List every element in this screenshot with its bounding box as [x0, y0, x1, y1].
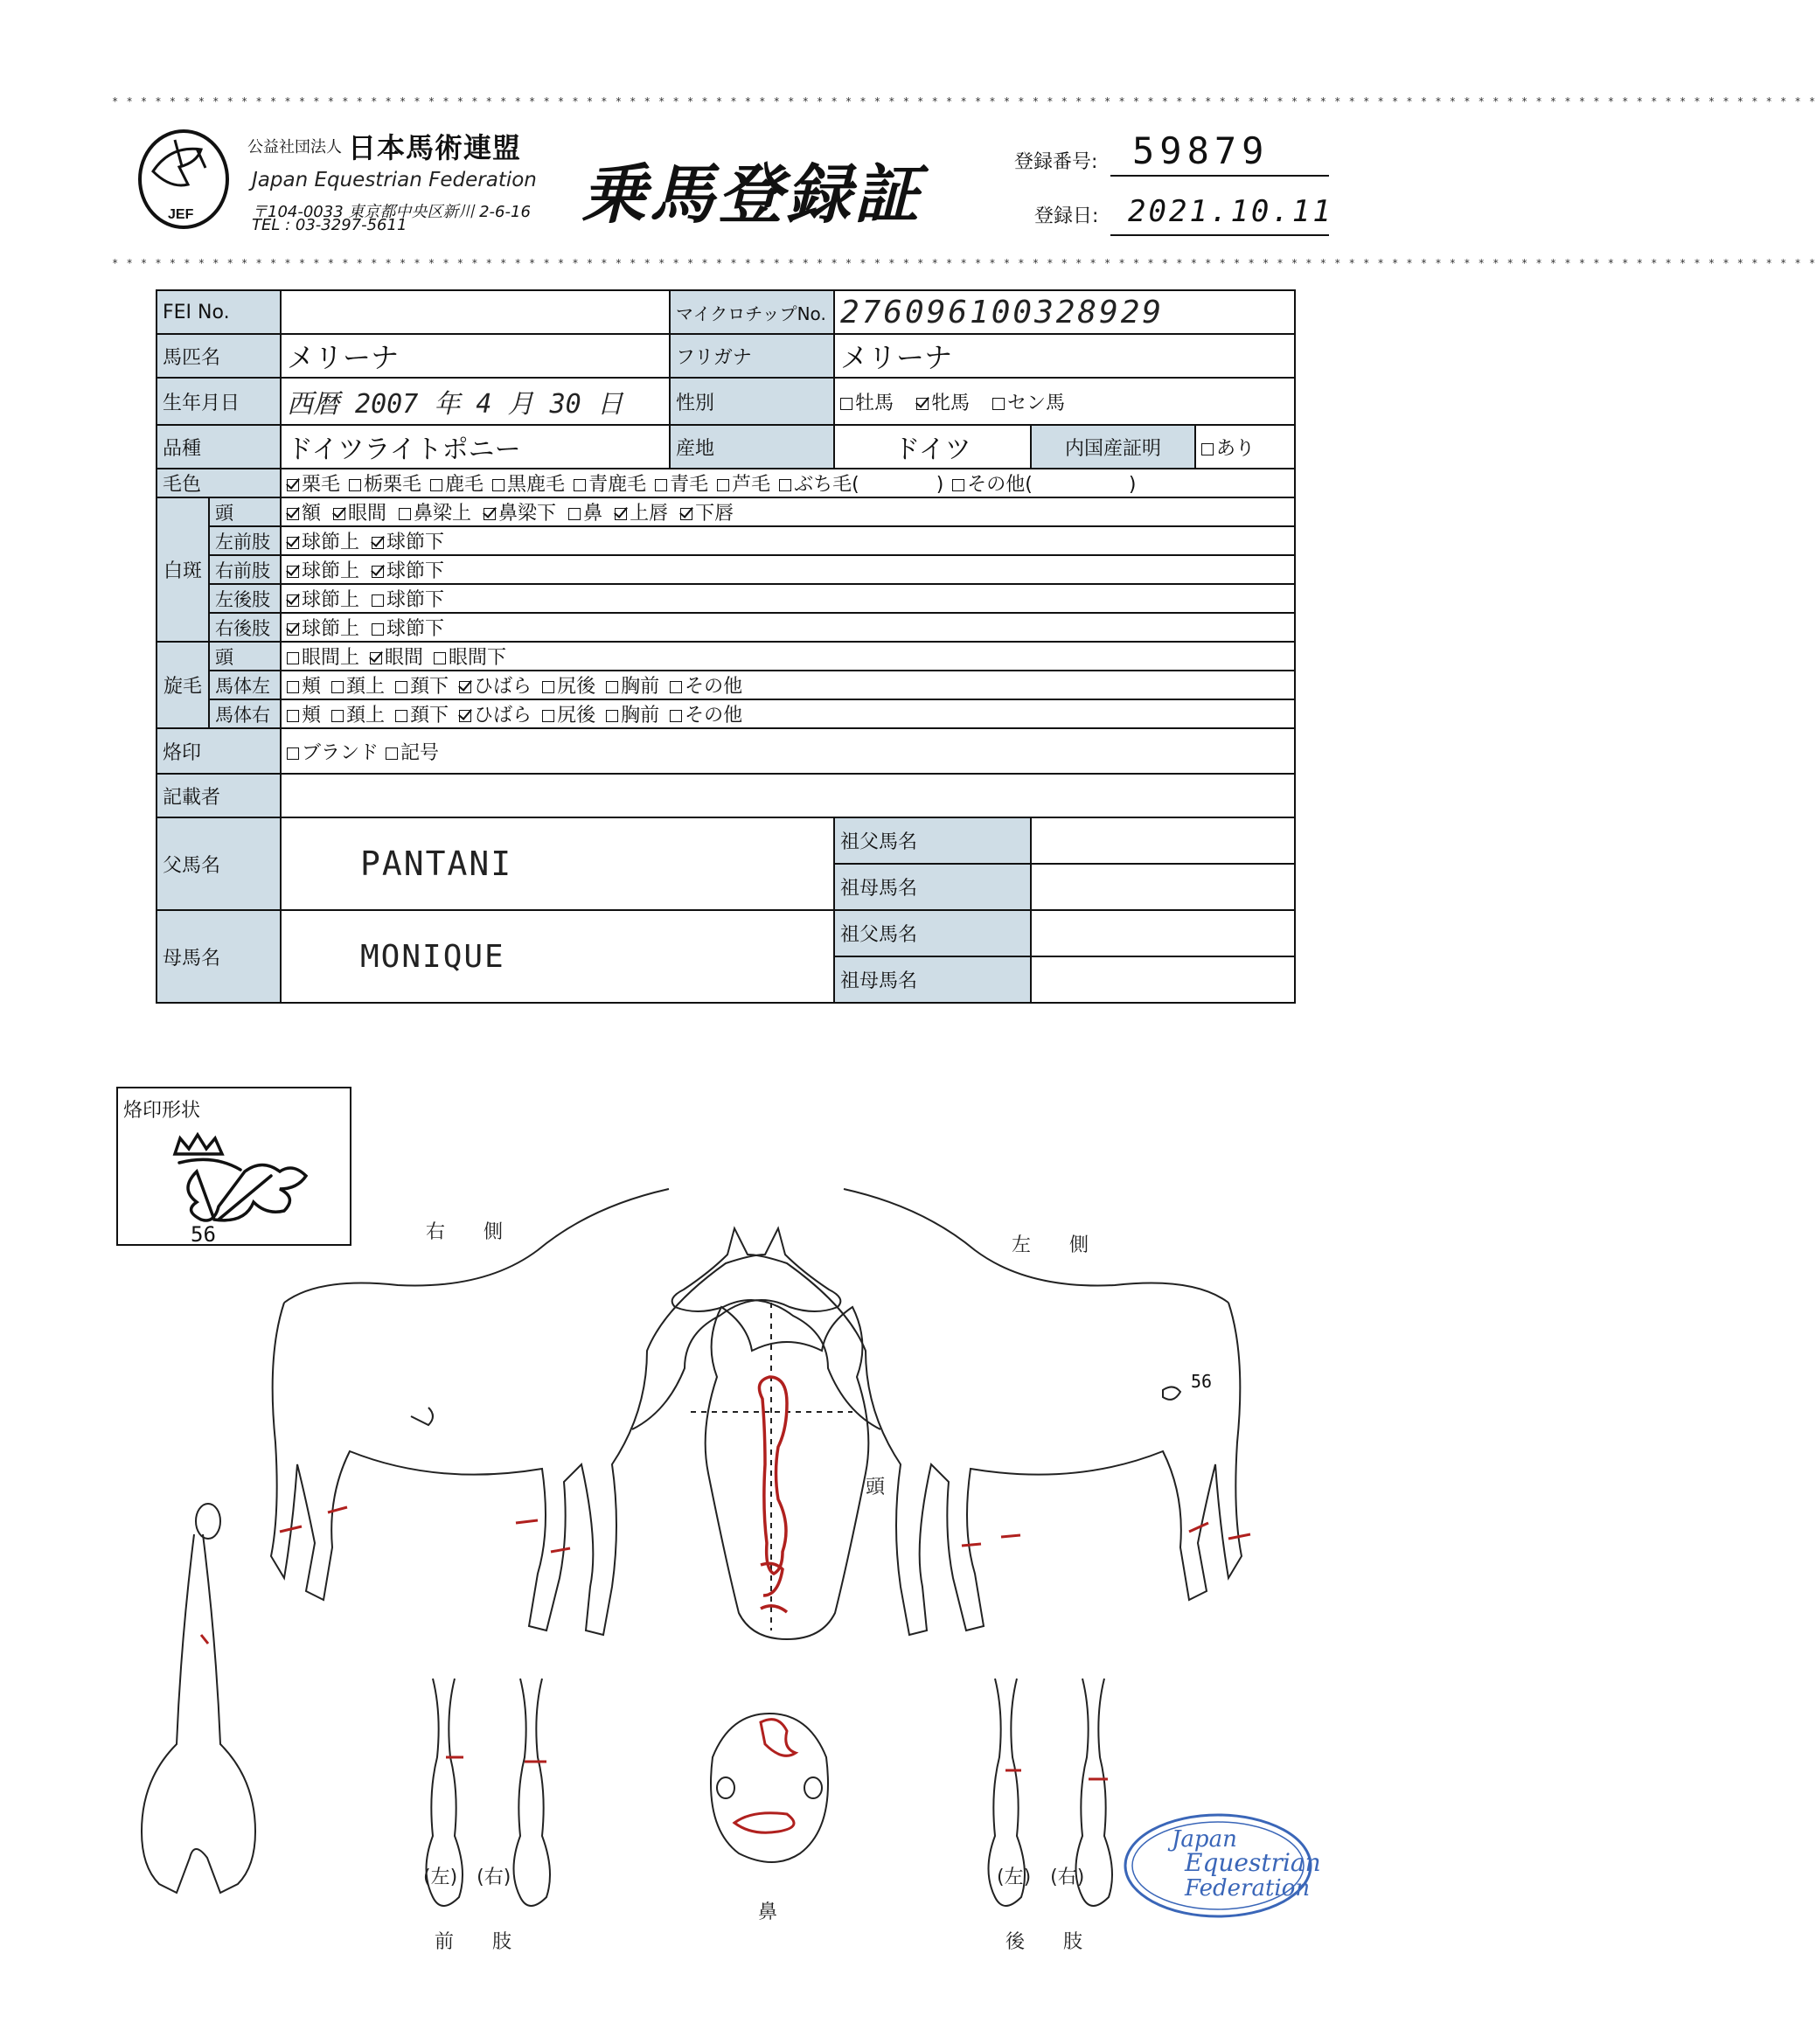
sire-label: 父馬名: [157, 817, 281, 910]
dam-label: 母馬名: [157, 910, 281, 1003]
checked-checkbox-icon[interactable]: [333, 508, 345, 520]
white-label: 白斑: [157, 497, 209, 642]
whorl-option-label: 胸前: [621, 676, 660, 698]
checkbox-icon[interactable]: [568, 508, 581, 520]
checked-checkbox-icon[interactable]: [459, 681, 471, 693]
fei-value: [281, 290, 670, 334]
domestic-label: 内国産証明: [1031, 425, 1195, 469]
checkbox-icon[interactable]: [349, 479, 361, 491]
checkbox-icon[interactable]: [492, 479, 504, 491]
white-options-0: [281, 497, 1295, 526]
checkbox-icon[interactable]: [430, 479, 442, 491]
whorl-option-label: その他: [685, 705, 743, 727]
checked-checkbox-icon[interactable]: [287, 566, 299, 578]
white-option[interactable]: [568, 498, 602, 525]
whorl-option[interactable]: [331, 671, 385, 699]
whorl-option[interactable]: [606, 700, 659, 727]
checkbox-icon[interactable]: [399, 508, 411, 520]
white-option-label: 球節上: [302, 618, 360, 640]
checkbox-icon[interactable]: [1201, 443, 1214, 455]
coat-option[interactable]: [717, 469, 770, 497]
white-option-label: 下唇: [695, 503, 734, 525]
origin-value: ドイツ: [834, 425, 1031, 469]
left-side-brand-number: 56: [1191, 1371, 1213, 1392]
checked-checkbox-icon[interactable]: [459, 710, 471, 722]
checked-checkbox-icon[interactable]: [287, 508, 299, 520]
whorl-option-label: 眼間上: [302, 647, 360, 669]
reg-date-underline: [1110, 234, 1329, 236]
checked-checkbox-icon[interactable]: [615, 508, 627, 520]
dob-value: 西暦 2007 年 4 月 30 日: [281, 378, 670, 425]
coat-option[interactable]: [952, 469, 1136, 497]
row-white-lh: [157, 584, 1295, 613]
coat-option-label: 青毛: [670, 474, 709, 496]
white-option[interactable]: [372, 527, 444, 554]
sex-option[interactable]: [840, 388, 894, 415]
coat-option[interactable]: [430, 469, 484, 497]
white-option[interactable]: [287, 556, 359, 583]
recorder-label: 記載者: [157, 774, 281, 817]
row-breed: [157, 425, 1295, 469]
checked-checkbox-icon[interactable]: [287, 594, 299, 607]
white-option[interactable]: [484, 498, 556, 525]
name-label: 馬匹名: [157, 334, 281, 378]
whorl-option-label: 頚下: [410, 676, 449, 698]
whorl-option[interactable]: [287, 643, 359, 670]
whorl-option-label: 頬: [302, 676, 322, 698]
whorl-option-label: 眼間: [385, 647, 424, 669]
head-front-view: [691, 1303, 868, 1639]
sex-label: 性別: [670, 378, 834, 425]
white-option[interactable]: [372, 556, 444, 583]
brand-label: 烙印: [157, 728, 281, 774]
row-white-lf: [157, 526, 1295, 555]
white-option[interactable]: [615, 498, 668, 525]
whorl-option[interactable]: [542, 671, 595, 699]
coat-option[interactable]: [655, 469, 708, 497]
chip-label: マイクロチップNo.: [670, 290, 834, 334]
coat-label: 毛色: [157, 469, 281, 497]
checkbox-icon[interactable]: [717, 479, 729, 491]
white-option[interactable]: [680, 498, 734, 525]
white-option-label: 球節下: [386, 532, 445, 553]
reg-date-value: 2021.10.11: [1128, 194, 1333, 229]
recorder-value: [281, 774, 1295, 817]
brand-shape-box: [116, 1087, 351, 1246]
white-options-2: [281, 555, 1295, 584]
reg-no-underline: [1110, 175, 1329, 177]
bottom-dotted-rule: * * * * * * * * * * * * * * * * * * * * * * * * * * * * * * * * * * * * * * * * * * * * * * * * * * * * * * * * * * * * * * * * * * * * * * * * * * * * * * * * * * * * * * * * * * * * * * * * * * * * * * * * * * * * * * * * * * * * * * *: [112, 257, 1816, 269]
coat-option-label: その他( ): [967, 474, 1137, 496]
coat-option-label: 青鹿毛: [588, 474, 647, 496]
white-option-label: 球節下: [386, 560, 445, 582]
white-option-label: 球節上: [302, 532, 360, 553]
checkbox-icon[interactable]: [287, 681, 299, 693]
checkbox-icon[interactable]: [670, 710, 682, 722]
checked-checkbox-icon[interactable]: [287, 537, 299, 549]
brand-option[interactable]: [287, 738, 379, 765]
whorl-options-0: [281, 642, 1295, 671]
whorl-option[interactable]: [331, 700, 385, 727]
left-side-caption: 左 側: [1012, 1234, 1089, 1256]
checked-checkbox-icon[interactable]: [484, 508, 496, 520]
row-name: [157, 334, 1295, 378]
brand-shape-label: 烙印形状: [123, 1100, 201, 1122]
reg-no-value: 59879: [1132, 129, 1270, 172]
fei-label: FEI No.: [157, 290, 281, 334]
coat-option-label: 芦毛: [732, 474, 771, 496]
whorl-option[interactable]: [670, 671, 742, 699]
whorl-option[interactable]: [287, 671, 321, 699]
white-option-label: 球節下: [386, 618, 445, 640]
coat-option-label: 黒鹿毛: [507, 474, 566, 496]
org-tel: TEL : 03-3297-5611: [252, 216, 407, 234]
row-dam-1: [157, 910, 1295, 956]
coat-option-label: ぶち毛( ): [794, 474, 944, 496]
nose-caption: 鼻: [758, 1901, 778, 1923]
checkbox-icon[interactable]: [670, 681, 682, 693]
whorl-option-label: 尻後: [557, 705, 596, 727]
checked-checkbox-icon[interactable]: [916, 398, 929, 410]
dam-granddam-value: [1031, 956, 1295, 1003]
checkbox-icon[interactable]: [542, 710, 554, 722]
white-option[interactable]: [287, 498, 321, 525]
white-option[interactable]: [287, 585, 359, 612]
white-part-3: 左後肢: [209, 584, 281, 613]
org-english-name: Japan Equestrian Federation: [252, 169, 537, 191]
hindleg-lr-caption: (左) (右): [997, 1867, 1085, 1888]
dam-value: MONIQUE: [281, 910, 834, 1003]
row-sire-1: [157, 817, 1295, 864]
white-option-label: 鼻梁下: [498, 503, 557, 525]
checkbox-icon[interactable]: [386, 747, 398, 760]
domestic-option-label: あり: [1216, 437, 1256, 460]
whorl-options-2: [281, 699, 1295, 728]
coat-option[interactable]: [349, 469, 421, 497]
kana-label: フリガナ: [670, 334, 834, 378]
coat-option-label: 鹿毛: [445, 474, 484, 496]
checkbox-icon[interactable]: [434, 652, 446, 664]
row-dob: [157, 378, 1295, 425]
checkbox-icon[interactable]: [331, 681, 344, 693]
checkbox-icon[interactable]: [542, 681, 554, 693]
whorl-option[interactable]: [606, 671, 659, 699]
white-option-label: 鼻梁上: [414, 503, 472, 525]
white-option[interactable]: [372, 614, 444, 641]
whorl-label: 旋毛: [157, 642, 209, 728]
white-part-4: 右後肢: [209, 613, 281, 642]
chip-value: 276096100328929: [834, 290, 1295, 334]
row-whorl-head: [157, 642, 1295, 671]
white-option[interactable]: [372, 585, 444, 612]
whorl-option-label: 尻後: [557, 676, 596, 698]
checked-checkbox-icon[interactable]: [372, 566, 384, 578]
whorl-option[interactable]: [459, 700, 532, 727]
whorl-part-0: 頭: [209, 642, 281, 671]
white-option-label: 球節下: [386, 589, 445, 611]
profile-leg-markings: [280, 1507, 1250, 1552]
right-side-caption: 右 側: [426, 1221, 504, 1243]
sex-options: [834, 378, 1295, 425]
whorl-option[interactable]: [370, 643, 423, 670]
federation-stamp: [1125, 1815, 1311, 1916]
white-option-label: 上唇: [630, 503, 669, 525]
coat-option[interactable]: [492, 469, 565, 497]
whorl-option-label: 眼間下: [449, 647, 507, 669]
brand-mark-number: 56: [191, 1222, 216, 1247]
checkbox-icon[interactable]: [779, 479, 791, 491]
whorl-option-label: 頬: [302, 705, 322, 727]
whorl-option-label: ひばら: [474, 676, 532, 698]
dam-grandsire-label: 祖父馬名: [834, 910, 1031, 956]
sire-granddam-value: [1031, 864, 1295, 910]
kana-value: メリーナ: [834, 334, 1295, 378]
coat-option-label: 栃栗毛: [364, 474, 422, 496]
checked-checkbox-icon[interactable]: [680, 508, 692, 520]
checkbox-icon[interactable]: [574, 479, 586, 491]
brand-option[interactable]: [386, 738, 439, 765]
white-option-label: 球節上: [302, 589, 360, 611]
checkbox-icon[interactable]: [287, 710, 299, 722]
dam-grandsire-value: [1031, 910, 1295, 956]
checked-checkbox-icon[interactable]: [372, 537, 384, 549]
white-part-0: 頭: [209, 497, 281, 526]
top-down-view: [142, 1504, 255, 1893]
white-option[interactable]: [333, 498, 386, 525]
white-option[interactable]: [287, 527, 359, 554]
checkbox-icon[interactable]: [952, 479, 964, 491]
row-fei: [157, 290, 1295, 334]
row-whorl-left: [157, 671, 1295, 699]
coat-options: [281, 469, 1295, 497]
whorl-option-label: ひばら: [474, 705, 532, 727]
white-option-label: 眼間: [348, 503, 387, 525]
reg-date-label: 登録日:: [1034, 205, 1099, 227]
horse-left-side: [672, 1189, 1242, 1635]
checkbox-icon[interactable]: [606, 710, 618, 722]
top-dotted-rule: * * * * * * * * * * * * * * * * * * * * * * * * * * * * * * * * * * * * * * * * * * * * * * * * * * * * * * * * * * * * * * * * * * * * * * * * * * * * * * * * * * * * * * * * * * * * * * * * * * * * * * * * * * * * * * * * * * * * * * *: [112, 95, 1816, 108]
jef-logo-emblem: [140, 131, 227, 227]
nose-view: [711, 1714, 828, 1862]
white-option-label: 額: [302, 503, 322, 525]
white-options-3: [281, 584, 1295, 613]
brand-options: [281, 728, 1295, 774]
row-white-rh: [157, 613, 1295, 642]
whorl-option[interactable]: [670, 700, 742, 727]
whorl-option-label: 頚上: [346, 705, 386, 727]
reg-no-label: 登録番号:: [1014, 151, 1098, 173]
white-option[interactable]: [399, 498, 471, 525]
nose-markings: [734, 1720, 796, 1833]
sire-grandsire-label: 祖父馬名: [834, 817, 1031, 864]
head-caption: 頭: [866, 1477, 886, 1498]
sex-option-label: セン馬: [1007, 392, 1066, 414]
whorl-part-1: 馬体左: [209, 671, 281, 699]
checkbox-icon[interactable]: [287, 652, 299, 664]
dam-granddam-label: 祖母馬名: [834, 956, 1031, 1003]
sire-granddam-label: 祖母馬名: [834, 864, 1031, 910]
whorl-option-label: その他: [685, 676, 743, 698]
checkbox-icon[interactable]: [395, 681, 407, 693]
whorl-option-label: 頚上: [346, 676, 386, 698]
white-option-label: 球節上: [302, 560, 360, 582]
coat-option[interactable]: [287, 469, 340, 497]
checked-checkbox-icon[interactable]: [370, 652, 382, 664]
checkbox-icon[interactable]: [606, 681, 618, 693]
white-options-1: [281, 526, 1295, 555]
breed-value: ドイツライトポニー: [281, 425, 670, 469]
row-white-rf: [157, 555, 1295, 584]
sex-option-label: 牝馬: [931, 392, 971, 414]
stamp-line-1: Japan: [1172, 1826, 1237, 1853]
white-part-2: 右前肢: [209, 555, 281, 584]
checkbox-icon[interactable]: [331, 710, 344, 722]
whorl-option[interactable]: [459, 671, 532, 699]
checkbox-icon[interactable]: [840, 398, 852, 410]
sex-option-label: 牡馬: [855, 392, 894, 414]
foreleg-lr-caption: (左) (右): [423, 1867, 511, 1888]
document-title: 乗馬登録証: [581, 157, 922, 233]
checkbox-icon[interactable]: [372, 623, 384, 636]
checkbox-icon[interactable]: [992, 398, 1005, 410]
brand-option-label: ブランド: [302, 741, 379, 764]
org-address: 〒104-0033 東京都中央区新川 2-6-16: [252, 203, 531, 221]
whorl-option[interactable]: [434, 643, 506, 670]
sex-option[interactable]: [916, 388, 970, 415]
coat-option[interactable]: [574, 469, 646, 497]
checked-checkbox-icon[interactable]: [287, 479, 299, 491]
logo-text: JEF: [168, 207, 194, 222]
row-coat: [157, 469, 1295, 497]
checkbox-icon[interactable]: [287, 747, 299, 760]
white-option[interactable]: [287, 614, 359, 641]
whorl-option[interactable]: [542, 700, 595, 727]
checkbox-icon[interactable]: [395, 710, 407, 722]
origin-label: 産地: [670, 425, 834, 469]
checkbox-icon[interactable]: [372, 594, 384, 607]
stamp-line-3: Federation: [1185, 1875, 1311, 1901]
brand-option-label: 記号: [400, 741, 440, 764]
coat-option-label: 栗毛: [302, 474, 341, 496]
org-type: 公益社団法人: [247, 138, 342, 156]
whorl-option-label: 頚下: [410, 705, 449, 727]
domestic-option[interactable]: [1201, 434, 1255, 461]
stamp-line-2: Equestrian: [1185, 1848, 1321, 1877]
foreleg-caption: 前 肢: [435, 1931, 512, 1953]
whorl-option[interactable]: [395, 700, 449, 727]
whorl-option[interactable]: [395, 671, 449, 699]
breed-label: 品種: [157, 425, 281, 469]
org-name: 日本馬術連盟: [348, 131, 522, 164]
checked-checkbox-icon[interactable]: [287, 623, 299, 636]
white-part-1: 左前肢: [209, 526, 281, 555]
sex-option[interactable]: [992, 388, 1065, 415]
white-options-4: [281, 613, 1295, 642]
whorl-part-2: 馬体右: [209, 699, 281, 728]
domestic-option: [1195, 425, 1295, 469]
row-whorl-right: [157, 699, 1295, 728]
coat-option[interactable]: [779, 469, 943, 497]
checkbox-icon[interactable]: [655, 479, 667, 491]
white-option-label: 鼻: [583, 503, 603, 525]
name-value: メリーナ: [281, 334, 670, 378]
whorl-options-1: [281, 671, 1295, 699]
whorl-option[interactable]: [287, 700, 321, 727]
sire-value: PANTANI: [281, 817, 834, 910]
head-marking-outline: [759, 1377, 787, 1612]
row-brand: [157, 728, 1295, 774]
whorl-option-label: 胸前: [621, 705, 660, 727]
hindleg-caption: 後 肢: [1005, 1931, 1083, 1953]
row-white-head: [157, 497, 1295, 526]
registration-form: [156, 289, 1296, 1004]
sire-grandsire-value: [1031, 817, 1295, 864]
row-recorder: [157, 774, 1295, 817]
horse-right-side: [271, 1189, 840, 1635]
dob-label: 生年月日: [157, 378, 281, 425]
